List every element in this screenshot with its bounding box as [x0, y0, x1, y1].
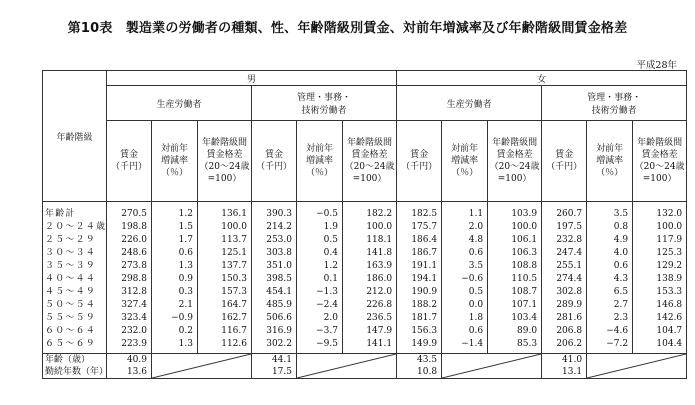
data-cell: 186.0 [343, 273, 397, 286]
table-row [43, 234, 687, 247]
male-header: 男 [107, 71, 397, 86]
table-row [43, 312, 687, 325]
data-cell: 226.0 [107, 234, 152, 247]
data-cell: 398.5 [252, 273, 297, 286]
data-cell: −0.6 [442, 273, 488, 286]
data-cell: −1.4 [442, 338, 488, 354]
data-cell: 1.8 [442, 312, 488, 325]
data-cell: 0.6 [152, 247, 198, 260]
table-row [43, 325, 687, 338]
not-applicable-cell [587, 354, 687, 379]
era-label: 平成28年 [636, 60, 677, 71]
table-row [43, 273, 687, 286]
female-production-wage-header: 賃金 （千円） [397, 121, 442, 202]
data-cell: 107.1 [488, 299, 542, 312]
data-cell: 150.3 [198, 273, 252, 286]
data-cell: 100.0 [633, 221, 687, 234]
wage-table [42, 70, 687, 379]
data-cell: 2.0 [297, 312, 343, 325]
data-cell: 232.0 [107, 325, 152, 338]
data-cell: 270.5 [107, 202, 152, 222]
data-cell: 141.1 [343, 338, 397, 354]
male-production-header: 生産労働者 [107, 86, 252, 121]
diagonal-line-icon [442, 354, 541, 378]
data-cell: 89.0 [488, 325, 542, 338]
data-cell: 100.0 [488, 221, 542, 234]
row-label: ３５～３９ [43, 260, 107, 273]
data-cell: 197.5 [542, 221, 587, 234]
data-cell: 182.2 [343, 202, 397, 222]
data-cell: 125.1 [198, 247, 252, 260]
data-cell: 116.7 [198, 325, 252, 338]
data-cell: 188.2 [397, 299, 442, 312]
data-cell: 164.7 [198, 299, 252, 312]
data-cell: 485.9 [252, 299, 297, 312]
data-cell: 298.8 [107, 273, 152, 286]
diagonal-line-icon [587, 354, 686, 378]
data-cell: 390.3 [252, 202, 297, 222]
data-cell: 4.0 [587, 247, 633, 260]
data-cell: −0.9 [152, 312, 198, 325]
data-cell: 137.7 [198, 260, 252, 273]
data-cell: 4.8 [442, 234, 488, 247]
row-label: ３０～３４ [43, 247, 107, 260]
data-cell: 253.0 [252, 234, 297, 247]
footer-value: 43.5 [397, 354, 442, 367]
data-cell: 104.4 [633, 338, 687, 354]
data-cell: 194.1 [397, 273, 442, 286]
data-cell: 0.8 [587, 221, 633, 234]
data-cell: 223.9 [107, 338, 152, 354]
data-cell: −2.4 [297, 299, 343, 312]
data-cell: 108.8 [488, 260, 542, 273]
age-class-header: 年齢階級 [43, 71, 107, 202]
data-cell: 149.9 [397, 338, 442, 354]
data-cell: 236.5 [343, 312, 397, 325]
female-header: 女 [397, 71, 687, 86]
row-label: ２０～２４歳 [43, 221, 107, 234]
data-cell: 274.4 [542, 273, 587, 286]
footer-value: 10.8 [397, 366, 442, 379]
row-label: ５０～５４ [43, 299, 107, 312]
data-cell: 103.4 [488, 312, 542, 325]
data-cell: 4.9 [587, 234, 633, 247]
data-cell: 273.8 [107, 260, 152, 273]
table-title: 第10表 製造業の労働者の種類、性、年齢階級別賃金、対前年増減率及び年齢階級間賃金格差 [67, 21, 628, 36]
female-admin-wage-header: 賃金 （千円） [542, 121, 587, 202]
footer-value: 41.0 [542, 354, 587, 367]
male-production-change-header: 対前年 増減率 （％） [152, 121, 198, 202]
data-cell: 125.3 [633, 247, 687, 260]
data-cell: 112.6 [198, 338, 252, 354]
data-cell: 106.3 [488, 247, 542, 260]
data-cell: 302.8 [542, 286, 587, 299]
female-admin-header: 管理・事務・ 技術労働者 [542, 86, 687, 121]
data-cell: 312.8 [107, 286, 152, 299]
data-cell: 4.3 [587, 273, 633, 286]
data-cell: 6.5 [587, 286, 633, 299]
data-cell: 1.3 [152, 338, 198, 354]
data-cell: 0.6 [442, 325, 488, 338]
data-cell: −7.2 [587, 338, 633, 354]
data-cell: 100.0 [198, 221, 252, 234]
data-cell: 1.3 [152, 260, 198, 273]
data-cell: 1.7 [152, 234, 198, 247]
data-cell: 153.3 [633, 286, 687, 299]
data-cell: 0.9 [152, 273, 198, 286]
data-cell: 0.5 [297, 234, 343, 247]
row-label: ４０～４４ [43, 273, 107, 286]
data-cell: 182.5 [397, 202, 442, 222]
data-cell: 0.1 [297, 273, 343, 286]
data-cell: 206.8 [542, 325, 587, 338]
data-cell: 191.1 [397, 260, 442, 273]
data-cell: 2.0 [442, 221, 488, 234]
data-cell: 110.5 [488, 273, 542, 286]
data-cell: 163.9 [343, 260, 397, 273]
data-cell: 212.0 [343, 286, 397, 299]
data-cell: 255.1 [542, 260, 587, 273]
data-cell: 281.6 [542, 312, 587, 325]
footer-value: 13.1 [542, 366, 587, 379]
data-cell: 1.9 [297, 221, 343, 234]
data-cell: 186.4 [397, 234, 442, 247]
data-cell: 136.1 [198, 202, 252, 222]
male-admin-change-header: 対前年 増減率 （％） [297, 121, 343, 202]
data-cell: 0.6 [442, 247, 488, 260]
data-cell: 302.2 [252, 338, 297, 354]
data-cell: 186.7 [397, 247, 442, 260]
data-cell: 248.6 [107, 247, 152, 260]
footer-value: 40.9 [107, 354, 152, 367]
table-row [43, 338, 687, 354]
data-cell: 156.3 [397, 325, 442, 338]
data-cell: 206.2 [542, 338, 587, 354]
data-cell: 175.7 [397, 221, 442, 234]
data-cell: 146.8 [633, 299, 687, 312]
not-applicable-cell [297, 354, 397, 379]
data-cell: 100.0 [343, 221, 397, 234]
data-cell: 289.9 [542, 299, 587, 312]
female-production-gap-header: 年齢階級間 賃金格差 （20～24歳 =100） [488, 121, 542, 202]
male-admin-header: 管理・事務・ 技術労働者 [252, 86, 397, 121]
data-cell: 0.0 [442, 299, 488, 312]
data-cell: 214.2 [252, 221, 297, 234]
table-row [43, 260, 687, 273]
footer-value: 17.5 [252, 366, 297, 379]
footer-value: 13.6 [107, 366, 152, 379]
table-row [43, 299, 687, 312]
female-admin-change-header: 対前年 増減率 （％） [587, 121, 633, 202]
footer-label: 年齢（歳） [43, 354, 107, 367]
data-cell: 118.1 [343, 234, 397, 247]
not-applicable-cell [152, 354, 252, 379]
data-cell: 162.7 [198, 312, 252, 325]
female-production-header: 生産労働者 [397, 86, 542, 121]
diagonal-line-icon [297, 354, 396, 378]
row-label: ６５～６９ [43, 338, 107, 354]
data-cell: 129.2 [633, 260, 687, 273]
row-label: 年齢計 [43, 202, 107, 222]
data-cell: 108.7 [488, 286, 542, 299]
data-cell: −0.5 [297, 202, 343, 222]
not-applicable-cell [442, 354, 542, 379]
male-admin-gap-header: 年齢階級間 賃金格差 （20～24歳 =100） [343, 121, 397, 202]
data-cell: −1.3 [297, 286, 343, 299]
row-label: ６０～６４ [43, 325, 107, 338]
data-cell: 0.3 [152, 286, 198, 299]
row-label: ２５～２９ [43, 234, 107, 247]
data-cell: 0.6 [587, 260, 633, 273]
data-cell: 351.0 [252, 260, 297, 273]
data-cell: −4.6 [587, 325, 633, 338]
data-cell: 181.7 [397, 312, 442, 325]
data-cell: 106.1 [488, 234, 542, 247]
data-cell: 3.5 [587, 202, 633, 222]
row-label: ５５～５９ [43, 312, 107, 325]
diagonal-line-icon [152, 354, 251, 378]
data-cell: 132.0 [633, 202, 687, 222]
data-cell: 85.3 [488, 338, 542, 354]
data-cell: 1.1 [442, 202, 488, 222]
data-cell: 198.8 [107, 221, 152, 234]
data-cell: 506.6 [252, 312, 297, 325]
data-cell: 141.8 [343, 247, 397, 260]
data-cell: 1.2 [152, 202, 198, 222]
data-cell: 327.4 [107, 299, 152, 312]
row-label: ４５～４９ [43, 286, 107, 299]
data-cell: 104.7 [633, 325, 687, 338]
data-cell: 303.8 [252, 247, 297, 260]
data-cell: 323.4 [107, 312, 152, 325]
male-production-wage-header: 賃金 （千円） [107, 121, 152, 202]
data-cell: 157.3 [198, 286, 252, 299]
data-cell: −3.7 [297, 325, 343, 338]
table-row [43, 202, 687, 222]
data-cell: 2.1 [152, 299, 198, 312]
data-cell: 0.2 [152, 325, 198, 338]
data-cell: 0.5 [442, 286, 488, 299]
data-cell: 142.6 [633, 312, 687, 325]
data-cell: 190.9 [397, 286, 442, 299]
female-production-change-header: 対前年 増減率 （％） [442, 121, 488, 202]
data-cell: 2.3 [587, 312, 633, 325]
table-row [43, 247, 687, 260]
footer-row [43, 354, 687, 367]
data-cell: 1.5 [152, 221, 198, 234]
data-cell: 454.1 [252, 286, 297, 299]
data-cell: 1.2 [297, 260, 343, 273]
data-cell: 147.9 [343, 325, 397, 338]
table-row [43, 286, 687, 299]
data-cell: 2.7 [587, 299, 633, 312]
male-production-gap-header: 年齢階級間 賃金格差 （20～24歳 =100） [198, 121, 252, 202]
data-cell: 316.9 [252, 325, 297, 338]
data-cell: 260.7 [542, 202, 587, 222]
data-cell: 103.9 [488, 202, 542, 222]
data-cell: 3.5 [442, 260, 488, 273]
data-cell: 226.8 [343, 299, 397, 312]
data-cell: 232.8 [542, 234, 587, 247]
data-cell: 138.9 [633, 273, 687, 286]
data-cell: 117.9 [633, 234, 687, 247]
footer-value: 44.1 [252, 354, 297, 367]
table-row [43, 221, 687, 234]
female-admin-gap-header: 年齢階級間 賃金格差 （20～24歳 =100） [633, 121, 687, 202]
data-cell: 113.7 [198, 234, 252, 247]
footer-label: 勤続年数（年） [43, 366, 107, 379]
male-admin-wage-header: 賃金 （千円） [252, 121, 297, 202]
data-cell: 247.4 [542, 247, 587, 260]
data-cell: −9.5 [297, 338, 343, 354]
data-cell: 0.4 [297, 247, 343, 260]
